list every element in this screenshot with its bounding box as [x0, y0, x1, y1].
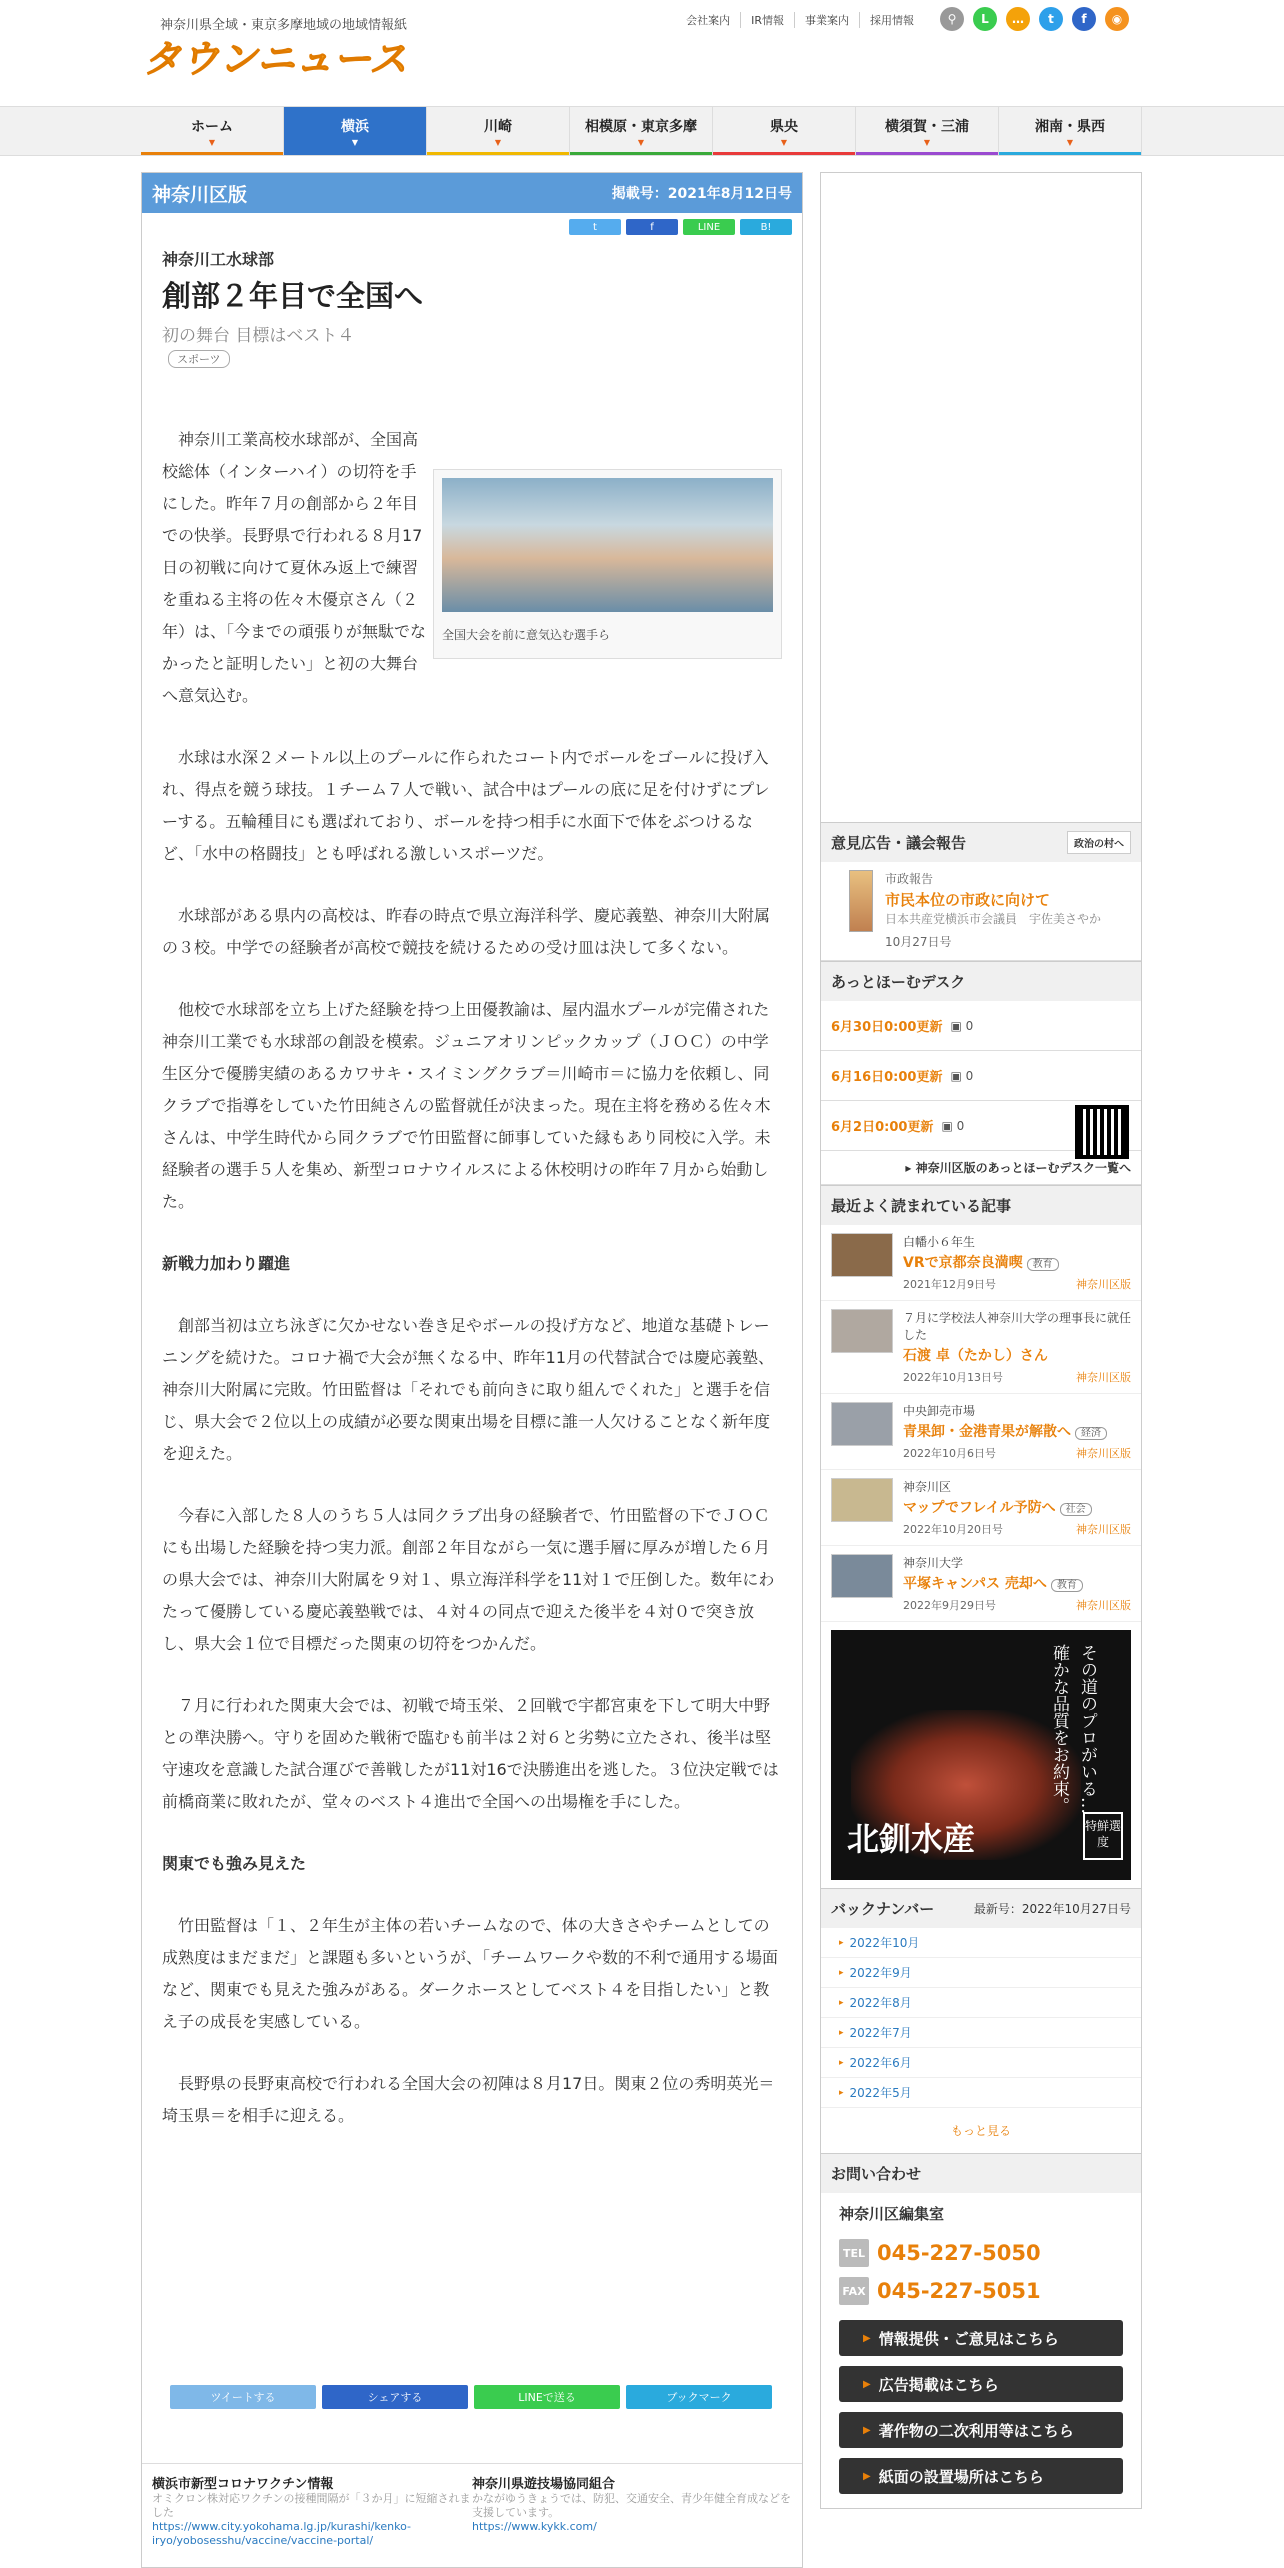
article-paragraph: 竹田監督は「１、２年生が主体の若いチームなので、体の大きさやチームとしての成熟度はまだまだ」と課題も多いというが、「チームワークや数的不利で通用する場面など、関東でも見えた強みがある。ダークホースとしてベスト４を目指したい」と教え子の成長を実感している。 [162, 1916, 779, 2031]
chevron-right-icon: ▸ [839, 1967, 844, 1978]
ranking-category: 中央卸売市場 [903, 1404, 976, 1418]
search-icon[interactable]: ⚲ [940, 7, 964, 31]
bottom-ad-url[interactable]: https://www.kykk.com/ [472, 2520, 597, 2533]
comment-icon: ▣ 0 [950, 1018, 974, 1033]
chevron-down-icon: ▼ [208, 137, 216, 147]
nav-color-bar [999, 152, 1141, 155]
nav-color-bar [141, 152, 283, 155]
chevron-right-icon: ▸ [839, 2057, 844, 2068]
top-link[interactable]: 会社案内 [686, 14, 731, 27]
seiji-date: 10月27日号 [885, 935, 952, 949]
bottom-ad-url[interactable]: https://www.city.yokohama.lg.jp/kurashi/kenko-iryo/yobosesshu/vaccine/vaccine-portal/ [152, 2520, 411, 2547]
desk-update[interactable]: 6月2日0:00更新 [831, 1120, 934, 1135]
share-mini-button[interactable]: t [569, 219, 621, 235]
backnumber-item[interactable]: ▸ 2022年10月 [821, 1928, 1141, 1958]
crab-ad-badge: 特鮮選度 [1083, 1812, 1123, 1860]
desk-update[interactable]: 6月16日0:00更新 [831, 1070, 943, 1085]
tel-icon: TEL [839, 2239, 869, 2267]
genre-tag: 教育 [1051, 1579, 1083, 1592]
bottom-ad-desc: オミクロン株対応ワクチンの接種間隔が「３か月」に短縮されました [152, 2492, 471, 2519]
ranking-title[interactable]: 青果卸・金港青果が解散へ 経済 [903, 1421, 1131, 1441]
chevron-right-icon: ▸ [839, 1937, 844, 1948]
ranking-item[interactable] [821, 1470, 1141, 1546]
contact-button[interactable]: ▶ 情報提供・ご意見はこちら [839, 2320, 1123, 2356]
desk-row[interactable] [821, 1001, 1141, 1051]
backnumber-latest: 最新号：2022年10月27日号 [973, 1902, 1131, 1916]
chevron-down-icon: ▼ [1066, 137, 1074, 147]
bottom-ad-desc: かながゆうきょうでは、防犯、交通安全、青少年健全育成などを支援しています。 [472, 2492, 791, 2519]
nav-color-bar [570, 152, 712, 155]
ranking-category: ７月に学校法人神奈川大学の理事長に就任した [903, 1311, 1132, 1342]
seiji-panel [820, 822, 1142, 2509]
comment-count: 0 [965, 1068, 974, 1083]
ranking-date: 2022年10月13日号 [903, 1371, 1003, 1384]
share-mini-button[interactable]: f [626, 219, 678, 235]
ranking-title[interactable]: 平塚キャンパス 売却へ 教育 [903, 1573, 1131, 1593]
backnumber-item[interactable]: ▸ 2022年5月 [821, 2078, 1141, 2108]
fax-number: 045-227-5051 [877, 2279, 1041, 2303]
bottom-ad-title: 横浜市新型コロナワクチン情報 [152, 2477, 334, 2492]
desk-header: あっとほーむデスク [821, 961, 1141, 1001]
article-paragraph: 長野県の長野東高校で行われる全国大会の初陣は８月17日。関東２位の秀明英光＝埼玉県＝を相手に迎える。 [162, 2074, 775, 2125]
chevron-right-icon: ▶ [863, 2424, 871, 2436]
contact-button[interactable]: ▶ 紙面の設置場所はこちら [839, 2458, 1123, 2494]
chevron-right-icon: ▸ [839, 2087, 844, 2098]
contact-box [821, 2193, 1141, 2508]
tel-number[interactable]: 045-227-5050 [877, 2241, 1041, 2265]
chevron-down-icon: ▼ [923, 137, 931, 147]
team-photo [442, 478, 773, 612]
seiji-author: 日本共産党横浜市会議員 宇佐美さやか [885, 912, 1102, 926]
section-heading: 新戦力加わり躍進 [162, 1254, 291, 1273]
article-subhead: 初の舞台 目標はベスト４ [162, 326, 355, 346]
crab-ad-copy: その道のプロがいる… 確かな品質をお約束。 [1049, 1644, 1097, 1814]
ranking-list [821, 1225, 1141, 1622]
tel-row [839, 2234, 1123, 2272]
bottom-ads [142, 2463, 802, 2562]
article-paragraph: 他校で水球部を立ち上げた経験を持つ上田優教諭は、屋内温水プールが完備された神奈川工業でも水球部の創設を模索。ジュニアオリンピックカップ（ＪＯＣ）の中学生区分で優勝実績のあるカワサキ・スイミングクラブ＝川崎市＝に協力を依頼し、同クラブで指導をしていた竹田純さんの監督就任が決まった。現在主将を務める佐々木さんは、中学生時代から同クラブで竹田監督に師事していた縁もあり同校に入学。未経験者の選手５人を集め、新型コロナウイルスによる休校明けの昨年７月から始動した。 [162, 1000, 771, 1211]
nav-item-label: 川崎 [484, 118, 512, 135]
main-nav [0, 106, 1284, 156]
ranking-thumb [831, 1402, 893, 1446]
comment-icon: ▣ 0 [950, 1068, 974, 1083]
chevron-down-icon: ▼ [351, 137, 359, 147]
rss-icon[interactable]: ◉ [1105, 7, 1129, 31]
ranking-edition[interactable]: 神奈川区版 [1076, 1523, 1131, 1536]
share-buttons [170, 2385, 772, 2409]
top-link[interactable]: IR情報 [740, 12, 794, 28]
genre-tag: 社会 [1060, 1503, 1092, 1516]
ranking-thumb [831, 1309, 893, 1353]
backnumber-list [821, 1928, 1141, 2108]
comment-count: 0 [965, 1018, 974, 1033]
chevron-down-icon: ▼ [494, 137, 502, 147]
photo-caption: 全国大会を前に意気込む選手ら [442, 628, 611, 642]
ranking-header: 最近よく読まれている記事 [821, 1185, 1141, 1225]
contact-office: 神奈川区編集室 [839, 2205, 945, 2223]
top-links [676, 12, 924, 28]
nav-color-bar [856, 152, 998, 155]
nav-color-bar [284, 152, 426, 155]
seiji-badge[interactable]: 政治の村へ [1067, 831, 1131, 854]
nav-item-label: 県央 [770, 118, 798, 135]
section-heading: 関東でも強み見えた [162, 1854, 307, 1873]
facebook-share-button[interactable]: シェアする [322, 2385, 468, 2409]
seiji-header: 意見広告・議会報告 [831, 834, 967, 852]
share-mini-button[interactable]: B! [740, 219, 792, 235]
seiji-thumb [849, 870, 873, 932]
top-link[interactable]: 採用情報 [859, 12, 924, 28]
chevron-right-icon: ▶ [863, 2470, 871, 2482]
category-tag[interactable]: スポーツ [168, 350, 230, 368]
bookmark-share-button[interactable]: ブックマーク [626, 2385, 772, 2409]
genre-tag: 経済 [1075, 1427, 1107, 1440]
crab-ad-brand: 北釧水産 [847, 1820, 976, 1858]
ranking-item[interactable] [821, 1546, 1141, 1622]
desk-update[interactable]: 6月30日0:00更新 [831, 1020, 943, 1035]
article-column [141, 172, 803, 2568]
genre-tag: 教育 [1027, 1258, 1059, 1271]
nav-item[interactable] [427, 107, 570, 155]
bottom-ad[interactable] [472, 2478, 792, 2548]
comment-icon: ▣ 0 [941, 1118, 965, 1133]
crab-ad[interactable] [831, 1630, 1131, 1880]
ranking-title[interactable]: VRで京都奈良満喫 教育 [903, 1252, 1131, 1272]
share-mini [142, 213, 802, 235]
ranking-title[interactable]: マップでフレイル予防へ 社会 [903, 1497, 1131, 1517]
sidebar [820, 172, 1142, 2509]
nav-item[interactable] [284, 107, 427, 155]
nav-item-label: 横須賀・三浦 [885, 118, 969, 135]
ranking-thumb [831, 1478, 893, 1522]
desk-row[interactable] [821, 1051, 1141, 1101]
article-kicker: 神奈川工水球部 [162, 250, 275, 269]
ranking-item[interactable] [821, 1301, 1141, 1394]
nav-item[interactable] [999, 107, 1142, 155]
ranking-edition[interactable]: 神奈川区版 [1076, 1278, 1131, 1291]
desk-more-link[interactable]: ▸ 神奈川区版のあっとほーむデスク一覧へ [821, 1151, 1141, 1185]
sns-icons [940, 7, 1129, 31]
fax-icon: FAX [839, 2277, 869, 2305]
article-paragraph: 創部当初は立ち泳ぎに欠かせない巻き足やボールの投げ方など、地道な基礎トレーニングを続けた。コロナ禍で大会が無くなる中、昨年11月の代替試合では慶応義塾、神奈川大附属に完敗。竹田監督は「それでも前向きに取り組んでくれた」と選手を信じ、県大会で２位以上の成績が必要な関東出場を目標に誰一人欠けることなく新年度を迎えた。 [162, 1316, 775, 1463]
top-link[interactable]: 事業案内 [794, 12, 859, 28]
ranking-edition[interactable]: 神奈川区版 [1076, 1599, 1131, 1612]
contact-button[interactable]: ▶ 著作物の二次利用等はこちら [839, 2412, 1123, 2448]
ranking-date: 2022年10月6日号 [903, 1447, 996, 1460]
chevron-down-icon: ▼ [780, 137, 788, 147]
chat-icon[interactable]: … [1006, 7, 1030, 31]
bottom-ad-title: 神奈川県遊技場協同組合 [472, 2477, 616, 2492]
article-paragraph: ７月に行われた関東大会では、初戦で埼玉栄、２回戦で宇都宮東を下して明大中野との準決勝へ。守りを固めた戦術で臨むも前半は２対６と劣勢に立たされ、後半は堅守速攻を意識した試合運びで善戦したが11対16で決勝進出を逃した。３位決定戦では前橋商業に敗れたが、堂々のベスト４進出で全国への出場権を手にした。 [162, 1696, 779, 1811]
nav-color-bar [427, 152, 569, 155]
article [142, 247, 802, 2132]
nav-item[interactable] [713, 107, 856, 155]
bottom-ad[interactable] [152, 2478, 472, 2548]
edition-name: 神奈川区版 [152, 183, 248, 206]
sidebar-ad-space [820, 172, 1142, 822]
chevron-right-icon: ▸ [839, 1997, 844, 2008]
edition-bar [142, 173, 802, 213]
ranking-edition[interactable]: 神奈川区版 [1076, 1447, 1131, 1460]
ranking-item[interactable] [821, 1394, 1141, 1470]
chevron-right-icon: ▶ [863, 2332, 871, 2344]
svg-text:タウンニュース: タウンニュース [143, 37, 408, 80]
seiji-title[interactable]: 市民本位の市政に向けて [885, 891, 1051, 909]
article-headline: 創部２年目で全国へ [162, 279, 424, 313]
ranking-title[interactable]: 石渡 卓（たかし）さん [903, 1348, 1048, 1364]
twitter-icon[interactable]: t [1039, 7, 1063, 31]
facebook-icon[interactable]: f [1072, 7, 1096, 31]
article-body [162, 424, 782, 2132]
ranking-thumb [831, 1233, 893, 1277]
ranking-date: 2022年9月29日号 [903, 1599, 996, 1612]
site-tagline: 神奈川県全域・東京多摩地域の地域情報紙 [160, 18, 408, 33]
article-paragraph: 神奈川工業高校水球部が、全国高校総体（インターハイ）の切符を手にした。昨年７月の創部から２年目での快挙。長野県で行われる８月17日の初戦に向けて夏休み返上で練習を重ねる主将の佐々木優京さん（２年）は、「今までの頑張りが無駄でなかったと証明したい」と初の大舞台へ意気込む。 [162, 430, 427, 705]
nav-color-bar [713, 152, 855, 155]
article-paragraph: 水球部がある県内の高校は、昨春の時点で県立海洋科学、慶応義塾、神奈川大附属の３校。中学での経験者が高校で競技を続けるための受け皿は決して多くない。 [162, 906, 771, 957]
ranking-category: 白幡小６年生 [903, 1235, 976, 1249]
backnumber-more-link[interactable]: もっと見る [950, 2124, 1011, 2138]
nav-item-label: ホーム [191, 118, 233, 135]
issue-date: 掲載号：2021年8月12日号 [611, 186, 792, 202]
site-logo[interactable] [141, 34, 431, 80]
fax-row [839, 2272, 1123, 2310]
chevron-right-icon: ▸ [839, 2027, 844, 2038]
ranking-item[interactable] [821, 1225, 1141, 1301]
seiji-category: 市政報告 [885, 872, 934, 886]
chevron-down-icon: ▼ [637, 137, 645, 147]
contact-header: お問い合わせ [821, 2153, 1141, 2193]
ranking-edition[interactable]: 神奈川区版 [1076, 1371, 1131, 1384]
seiji-item[interactable] [821, 862, 1141, 961]
nav-item[interactable] [570, 107, 713, 155]
qr-code [1075, 1105, 1129, 1159]
site-header [0, 0, 1284, 104]
backnumber-item[interactable]: ▸ 2022年7月 [821, 2018, 1141, 2048]
backnumber-item[interactable]: ▸ 2022年6月 [821, 2048, 1141, 2078]
ranking-date: 2021年12月9日号 [903, 1278, 996, 1291]
chevron-right-icon: ▶ [863, 2378, 871, 2390]
comment-count: 0 [956, 1118, 965, 1133]
desk-list [821, 1001, 1141, 1151]
desk-row[interactable] [821, 1101, 1141, 1151]
backnumber-header: バックナンバー 最新号：2022年10月27日号 [821, 1888, 1141, 1928]
nav-item-label: 湘南・県西 [1035, 118, 1105, 135]
backnumber-item[interactable]: ▸ 2022年9月 [821, 1958, 1141, 1988]
ranking-date: 2022年10月20日号 [903, 1523, 1003, 1536]
line-share-button[interactable]: LINEで送る [474, 2385, 620, 2409]
article-paragraph: 水球は水深２メートル以上のプールに作られたコート内でボールをゴールに投げ入れ、得点を競う球技。１チーム７人で戦い、試合中はプールの底に足を付けずにプレーする。五輪種目にも選ばれており、ボールを持つ相手に水面下で体をぶつけるなど、「水中の格闘技」とも呼ばれる激しいスポーツだ。 [162, 748, 770, 863]
nav-item-label: 横浜 [341, 118, 369, 135]
ranking-category: 神奈川大学 [903, 1556, 964, 1570]
article-paragraph: 今春に入部した８人のうち５人は同クラブ出身の経験者で、竹田監督の下でＪＯＣにも出場した経験を持つ実力派。創部２年目ながら一気に選手層に厚みが増した６月の県大会では、神奈川大附属を９対１、県立海洋科学を11対１で圧倒した。数年にわたって優勝している慶応義塾戦では、４対４の同点で迎えた後半を４対０で突き放し、県大会１位で目標だった関東の切符をつかんだ。 [162, 1506, 775, 1653]
contact-button[interactable]: ▶ 広告掲載はこちら [839, 2366, 1123, 2402]
twitter-share-button[interactable]: ツイートする [170, 2385, 316, 2409]
line-icon[interactable]: L [973, 7, 997, 31]
article-photo[interactable] [433, 469, 782, 659]
share-mini-button[interactable]: LINE [683, 219, 735, 235]
nav-item[interactable] [856, 107, 999, 155]
nav-item-label: 相模原・東京多摩 [585, 118, 697, 135]
ranking-category: 神奈川区 [903, 1480, 952, 1494]
nav-item[interactable] [141, 107, 284, 155]
backnumber-item[interactable]: ▸ 2022年8月 [821, 1988, 1141, 2018]
ranking-thumb [831, 1554, 893, 1598]
